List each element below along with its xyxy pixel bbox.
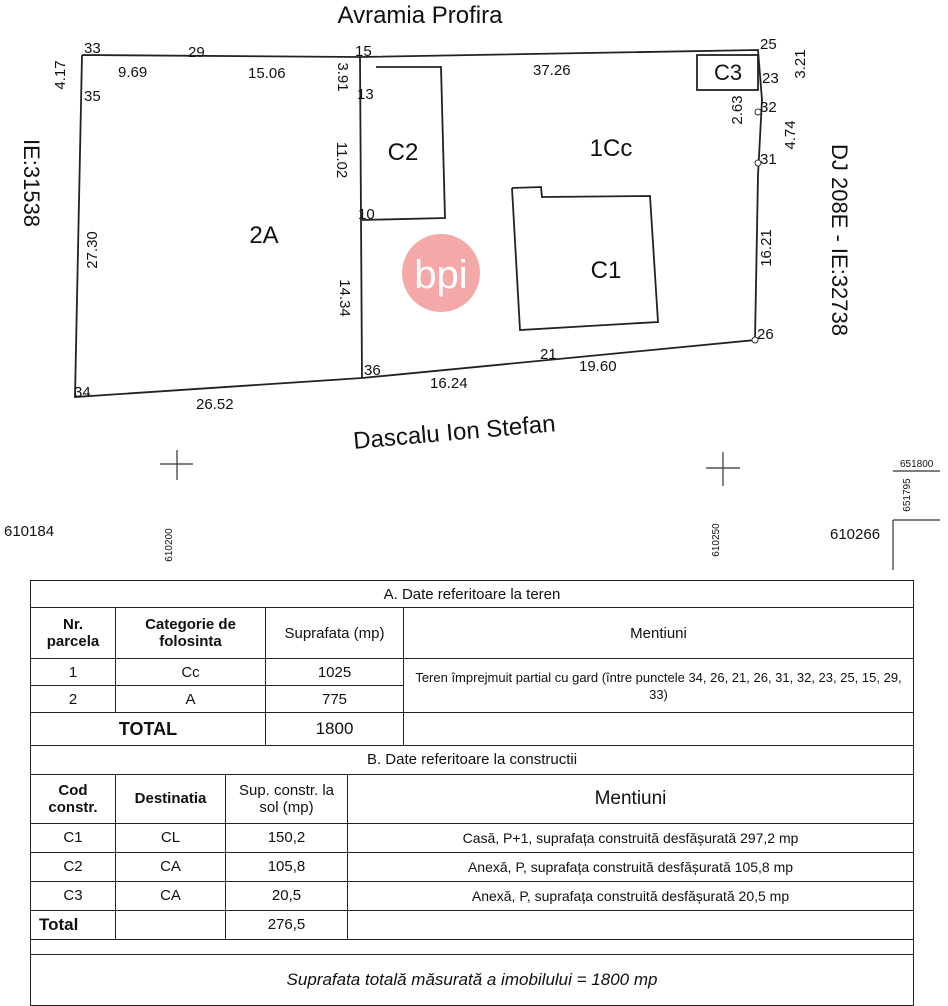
svg-text:27.30: 27.30 [84, 231, 101, 269]
header-destinatia: Destinatia [116, 774, 226, 823]
svg-text:21: 21 [540, 346, 557, 363]
svg-text:15: 15 [355, 43, 372, 60]
svg-text:19.60: 19.60 [579, 358, 617, 375]
total-row [31, 910, 914, 939]
parcel-1cc-label: 1Cc [589, 135, 633, 162]
road-south-label: Dascalu Ion Stefan [352, 410, 557, 455]
grid-coordinates [4, 459, 934, 562]
svg-text:29: 29 [188, 44, 205, 61]
header-nr-parcela: Nr. parcela [31, 608, 116, 659]
svg-text:610200: 610200 [164, 528, 175, 562]
svg-text:10: 10 [358, 206, 375, 223]
header-categorie: Categorie de folosinta [116, 608, 266, 659]
cell-sup: 105,8 [226, 852, 348, 881]
cell-cod: C2 [31, 852, 116, 881]
land-table-title: A. Date referitoare la teren [31, 581, 914, 608]
svg-text:3.21: 3.21 [792, 49, 809, 79]
cell-supr: 1025 [266, 659, 404, 686]
header-suprafata: Suprafata (mp) [266, 608, 404, 659]
header-mentiuni: Mentiuni [348, 774, 914, 823]
constructions-table-title: B. Date referitoare la constructii [31, 745, 914, 774]
header-sup-constr: Sup. constr. la sol (mp) [226, 774, 348, 823]
svg-text:32: 32 [760, 99, 777, 116]
table-row [31, 881, 914, 910]
svg-text:16.21: 16.21 [758, 229, 775, 267]
cell-nr: 1 [31, 659, 116, 686]
parcel-boundary [75, 50, 762, 397]
cell-mention: Teren împrejmuit partial cu gard (între punctele 34, 26, 21, 26, 31, 32, 23, 25, 15, 29, 33) [404, 659, 914, 713]
cell-dest: CA [116, 881, 226, 910]
cell-mention: Casă, P+1, suprafața construită desfășurată 297,2 mp [348, 823, 914, 852]
svg-text:4.17: 4.17 [52, 60, 69, 90]
data-tables [30, 580, 914, 1006]
svg-text:651795: 651795 [902, 478, 913, 512]
table-row [31, 659, 914, 686]
cell-dest: CL [116, 823, 226, 852]
svg-text:2.63: 2.63 [729, 95, 746, 125]
total-value: 276,5 [226, 910, 348, 939]
cell-cod: C3 [31, 881, 116, 910]
total-row [31, 713, 914, 746]
svg-text:bpi: bpi [414, 253, 468, 297]
total-surface-footer: Suprafata totală măsurată a imobilului = 1800 mp [30, 954, 914, 1006]
svg-text:13: 13 [357, 86, 374, 103]
total-value: 1800 [266, 713, 404, 746]
table-row [31, 823, 914, 852]
constructions-table [30, 745, 914, 940]
cell-supr: 775 [266, 686, 404, 713]
table-row [31, 852, 914, 881]
svg-text:651800: 651800 [900, 459, 934, 470]
cell-dest: CA [116, 852, 226, 881]
svg-text:26: 26 [757, 326, 774, 343]
svg-text:36: 36 [364, 362, 381, 379]
svg-text:33: 33 [84, 40, 101, 57]
cell-sup: 150,2 [226, 823, 348, 852]
header-mentiuni: Mentiuni [404, 608, 914, 659]
bpi-watermark [402, 234, 480, 312]
svg-text:14.34: 14.34 [336, 279, 353, 317]
svg-text:610184: 610184 [4, 523, 55, 540]
road-east-label: DJ 208E - IE:32738 [827, 143, 852, 337]
building-c3-label: C3 [713, 60, 743, 85]
cell-sup: 20,5 [226, 881, 348, 910]
cell-cod: C1 [31, 823, 116, 852]
building-c1-outline [512, 187, 658, 330]
svg-text:16.24: 16.24 [430, 375, 468, 392]
total-label: Total [31, 910, 116, 939]
building-c2-label: C2 [387, 139, 419, 166]
svg-text:4.74: 4.74 [782, 120, 799, 150]
svg-text:37.26: 37.26 [533, 62, 571, 79]
cell-cat: A [116, 686, 266, 713]
svg-text:35: 35 [84, 88, 101, 105]
svg-text:15.06: 15.06 [248, 65, 286, 82]
svg-text:34: 34 [74, 384, 91, 401]
cell-nr: 2 [31, 686, 116, 713]
svg-text:3.91: 3.91 [334, 62, 351, 92]
parcel-2a-label: 2A [249, 222, 279, 249]
cell-mention: Anexă, P, suprafața construită desfășurată 20,5 mp [348, 881, 914, 910]
svg-text:31: 31 [760, 151, 777, 168]
svg-text:25: 25 [760, 36, 777, 53]
svg-text:11.02: 11.02 [333, 141, 350, 179]
svg-text:610266: 610266 [830, 526, 881, 543]
land-table [30, 580, 914, 746]
cell-cat: Cc [116, 659, 266, 686]
svg-text:610250: 610250 [711, 523, 722, 557]
grid-crosses [160, 450, 940, 570]
neighbor-west-label: IE:31538 [19, 138, 44, 228]
cell-mention: Anexă, P, suprafața construită desfășurată 105,8 mp [348, 852, 914, 881]
total-label: TOTAL [31, 713, 266, 746]
svg-text:26.52: 26.52 [196, 396, 234, 413]
svg-text:9.69: 9.69 [118, 64, 148, 81]
building-c1-label: C1 [590, 257, 622, 284]
svg-text:23: 23 [762, 70, 779, 87]
header-cod: Cod constr. [31, 774, 116, 823]
road-north-label: Avramia Profira [337, 2, 503, 29]
distance-labels [52, 49, 809, 413]
